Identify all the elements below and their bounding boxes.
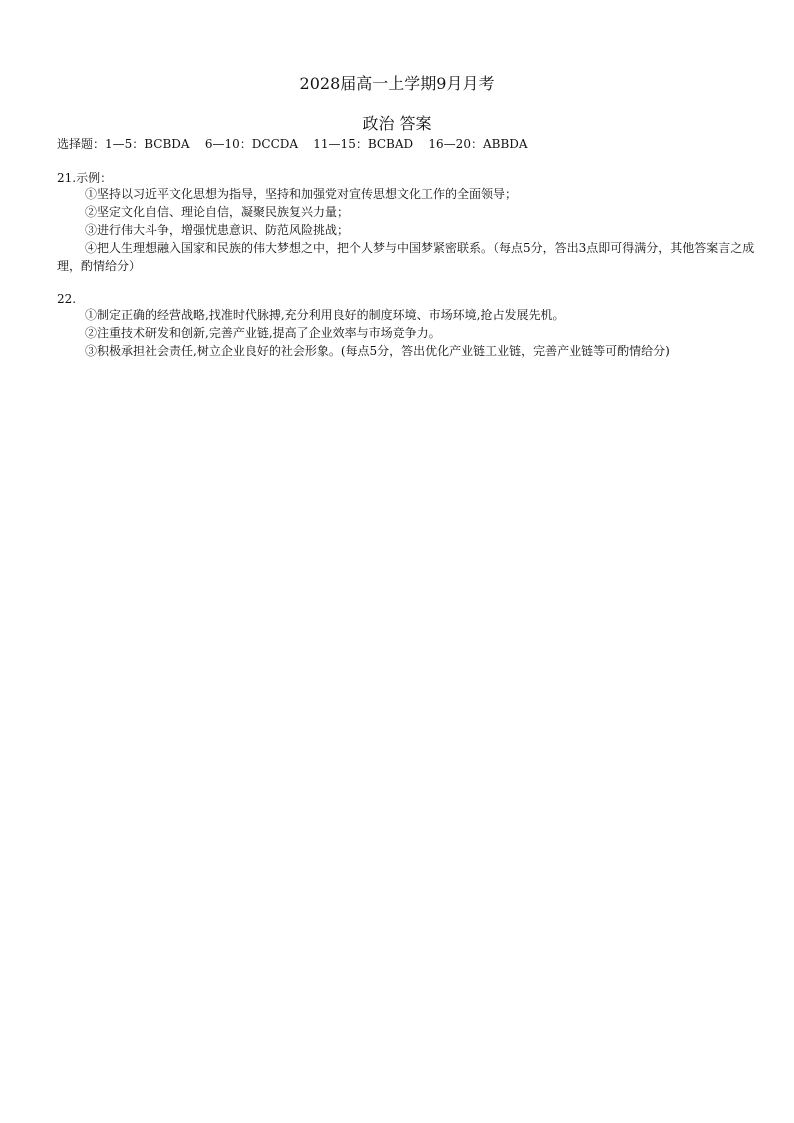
question-21-label: 21.示例： [57,171,113,185]
document-subtitle: 政治 答案 [362,114,432,133]
multiple-choice-answers: 选择题：1—5：BCBDA 6—10：DCCDA 11—15：BCBAD 16—20：ABBDA [57,137,528,151]
question-22-item-2: ②注重技术研发和创新,完善产业链,提高了企业效率与市场竞争力。 [85,326,441,340]
question-22-item-1: ①制定正确的经营战略,找准时代脉搏,充分利用良好的制度环境、市场环境,抢占发展先机。 [85,308,565,322]
question-22-label: 22. [57,292,77,306]
question-21-item-3: ③进行伟大斗争，增强忧患意识、防范风险挑战； [85,223,350,237]
question-22-item-3: ③积极承担社会责任,树立企业良好的社会形象。(每点5分，答出优化产业链工业链，完善产业链等可酌情给分) [85,344,670,358]
question-21-item-2: ②坚定文化自信、理论自信，凝聚民族复兴力量； [85,205,350,219]
question-21-item-1: ①坚持以习近平文化思想为指导，坚持和加强党对宣传思想文化工作的全面领导； [85,187,518,201]
document-title: 2028届高一上学期9月月考 [299,74,495,93]
question-21-item-4: ④把人生理想融入国家和民族的伟大梦想之中，把个人梦与中国梦紧密联系。（每点5分，答出3点即可得满分，其他答案言之成理，酌情给分） [57,241,755,273]
